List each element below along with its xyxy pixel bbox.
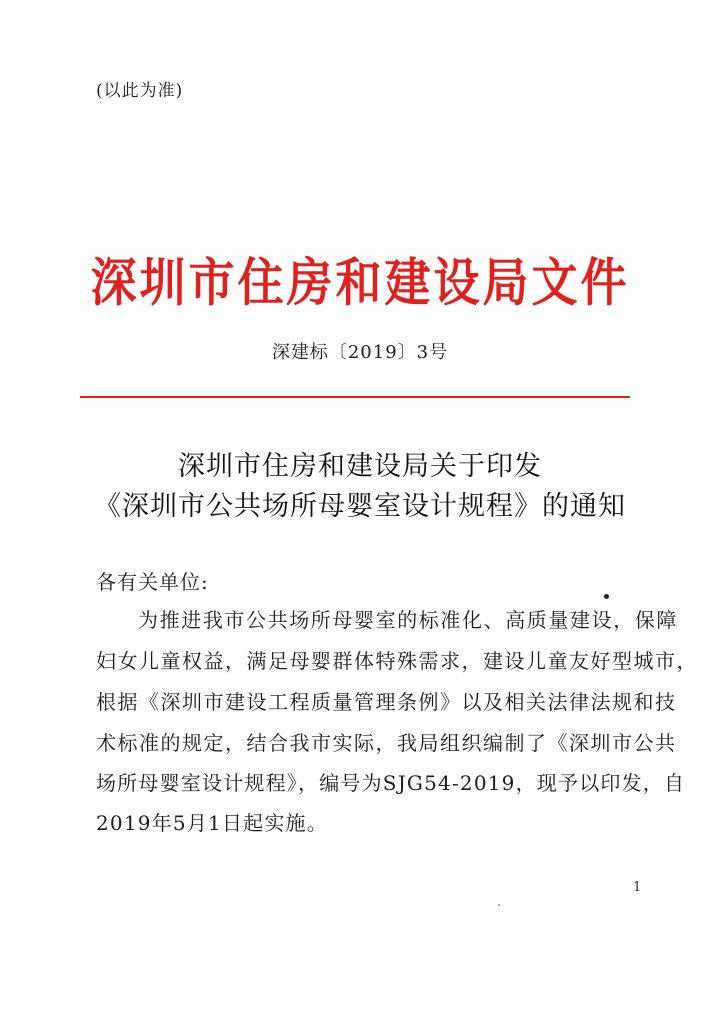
salutation: 各有关单位: bbox=[96, 570, 209, 594]
scan-speck bbox=[498, 904, 500, 906]
authority-note: (以此为准) bbox=[96, 81, 184, 101]
body-line-5: 场所母婴室设计规程》，编号为SJG54-2019，现予以印发，自 bbox=[96, 771, 686, 795]
body-line-2: 妇女儿童权益，满足母婴群体特殊需求，建设儿童友好型城市， bbox=[96, 649, 698, 673]
page-mark: 1 bbox=[633, 880, 642, 895]
document-number: 深建标〔2019〕3号 bbox=[271, 342, 449, 363]
scan-speck bbox=[604, 594, 609, 599]
body-line-4: 术标准的规定，结合我市实际，我局组织编制了《深圳市公共 bbox=[96, 731, 677, 755]
notice-heading-line-2: 《深圳市公共场所母婴室设计规程》的通知 bbox=[94, 491, 626, 522]
notice-heading-line-1: 深圳市住房和建设局关于印发 bbox=[178, 451, 542, 482]
letterhead-title: 深圳市住房和建设局文件 bbox=[90, 252, 630, 313]
body-line-6: 2019年5月1日起实施。 bbox=[96, 811, 328, 835]
letterhead-red-rule bbox=[80, 396, 630, 398]
body-line-1: 为推进我市公共场所母婴室的标准化、高质量建设，保障 bbox=[138, 608, 678, 632]
body-line-3: 根据《深圳市建设工程质量管理条例》以及相关法律法规和技 bbox=[96, 690, 677, 714]
